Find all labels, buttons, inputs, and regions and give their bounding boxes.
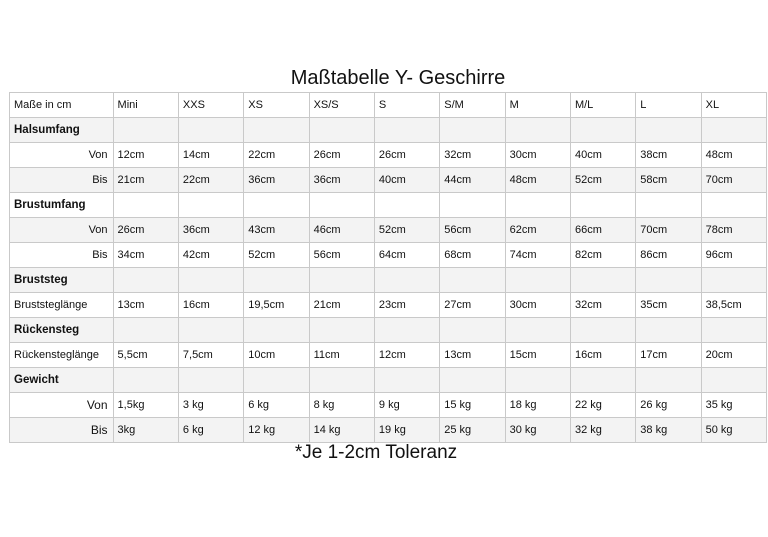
table-cell: 68cm (440, 243, 505, 268)
table-cell (505, 268, 570, 293)
table-cell: 74cm (505, 243, 570, 268)
table-cell: 9 kg (374, 393, 439, 418)
table-cell: 38,5cm (701, 293, 766, 318)
table-cell: 26cm (113, 218, 178, 243)
table-cell (636, 318, 701, 343)
table-cell: 82cm (570, 243, 635, 268)
table-cell (440, 193, 505, 218)
table-cell: 19,5cm (244, 293, 309, 318)
table-cell: 35 kg (701, 393, 766, 418)
section-label: Rückensteg (10, 318, 114, 343)
table-cell: 56cm (440, 218, 505, 243)
table-cell: 22 kg (570, 393, 635, 418)
table-cell: 56cm (309, 243, 374, 268)
table-cell (570, 268, 635, 293)
table-cell: 42cm (178, 243, 243, 268)
table-cell: 34cm (113, 243, 178, 268)
table-cell: 13cm (113, 293, 178, 318)
section-label: Gewicht (10, 368, 114, 393)
table-row (10, 343, 767, 368)
header-cell: XS (244, 93, 309, 118)
header-cell: S (374, 93, 439, 118)
table-cell: 27cm (440, 293, 505, 318)
table-cell: 30cm (505, 143, 570, 168)
section-row (10, 368, 767, 393)
table-cell: 44cm (440, 168, 505, 193)
table-cell (309, 193, 374, 218)
table-cell: 46cm (309, 218, 374, 243)
table-cell (636, 193, 701, 218)
table-cell: 8 kg (309, 393, 374, 418)
table-cell: 12 kg (244, 418, 309, 443)
table-cell (113, 318, 178, 343)
section-row (10, 193, 767, 218)
table-cell (113, 268, 178, 293)
header-cell: XL (701, 93, 766, 118)
table-cell: 7,5cm (178, 343, 243, 368)
table-cell: 22cm (244, 143, 309, 168)
table-row (10, 168, 767, 193)
table-cell: 78cm (701, 218, 766, 243)
table-cell: 36cm (244, 168, 309, 193)
table-cell (374, 268, 439, 293)
table-row (10, 218, 767, 243)
header-cell: L (636, 93, 701, 118)
table-cell: 3kg (113, 418, 178, 443)
table-cell: 13cm (440, 343, 505, 368)
table-cell (570, 318, 635, 343)
table-cell: 20cm (701, 343, 766, 368)
table-cell: 14cm (178, 143, 243, 168)
table-cell: 64cm (374, 243, 439, 268)
row-label: Rückensteglänge (10, 343, 114, 368)
table-cell: 40cm (570, 143, 635, 168)
table-cell (178, 118, 243, 143)
table-cell: 6 kg (244, 393, 309, 418)
table-cell: 38 kg (636, 418, 701, 443)
table-cell (701, 118, 766, 143)
table-header-row (10, 93, 767, 118)
table-cell: 18 kg (505, 393, 570, 418)
table-cell (570, 368, 635, 393)
table-cell: 19 kg (374, 418, 439, 443)
table-cell (309, 368, 374, 393)
table-cell (636, 118, 701, 143)
header-cell: Mini (113, 93, 178, 118)
table-cell (636, 368, 701, 393)
row-label: Bruststeglänge (10, 293, 114, 318)
table-cell (178, 268, 243, 293)
table-cell: 38cm (636, 143, 701, 168)
header-cell: M/L (570, 93, 635, 118)
header-cell: XXS (178, 93, 243, 118)
table-cell: 26cm (309, 143, 374, 168)
table-cell: 5,5cm (113, 343, 178, 368)
table-cell: 36cm (178, 218, 243, 243)
table-cell: 16cm (178, 293, 243, 318)
table-cell: 22cm (178, 168, 243, 193)
table-cell (113, 118, 178, 143)
header-cell: Maße in cm (10, 93, 114, 118)
table-cell (178, 193, 243, 218)
table-cell (244, 368, 309, 393)
table-cell: 21cm (309, 293, 374, 318)
table-cell (178, 318, 243, 343)
table-cell (701, 318, 766, 343)
table-cell (244, 118, 309, 143)
table-cell (505, 118, 570, 143)
table-cell: 43cm (244, 218, 309, 243)
table-cell: 26 kg (636, 393, 701, 418)
header-cell: S/M (440, 93, 505, 118)
table-cell: 52cm (244, 243, 309, 268)
table-cell: 23cm (374, 293, 439, 318)
table-cell: 12cm (113, 143, 178, 168)
table-cell (440, 118, 505, 143)
table-cell: 16cm (570, 343, 635, 368)
header-cell: XS/S (309, 93, 374, 118)
table-cell: 70cm (701, 168, 766, 193)
table-cell: 52cm (570, 168, 635, 193)
table-cell: 70cm (636, 218, 701, 243)
section-label: Brustumfang (10, 193, 114, 218)
table-cell: 62cm (505, 218, 570, 243)
table-cell: 11cm (309, 343, 374, 368)
table-cell (570, 118, 635, 143)
size-table (9, 92, 767, 443)
table-cell (440, 368, 505, 393)
table-cell (440, 268, 505, 293)
table-cell (309, 118, 374, 143)
table-cell (374, 368, 439, 393)
row-label: Bis (10, 243, 114, 268)
table-cell: 25 kg (440, 418, 505, 443)
table-cell: 15 kg (440, 393, 505, 418)
size-table-body (10, 93, 767, 443)
table-cell: 50 kg (701, 418, 766, 443)
table-cell (244, 193, 309, 218)
table-cell (440, 318, 505, 343)
row-label: Von (10, 218, 114, 243)
tolerance-note: *Je 1-2cm Toleranz (294, 442, 458, 463)
table-cell: 32cm (440, 143, 505, 168)
header-cell: M (505, 93, 570, 118)
page-title: Maßtabelle Y- Geschirre (290, 67, 506, 89)
table-cell: 86cm (636, 243, 701, 268)
table-cell: 52cm (374, 218, 439, 243)
table-cell: 35cm (636, 293, 701, 318)
section-label: Halsumfang (10, 118, 114, 143)
table-cell: 48cm (701, 143, 766, 168)
table-row (10, 293, 767, 318)
row-label: Von (10, 143, 114, 168)
table-cell (505, 318, 570, 343)
table-cell (244, 318, 309, 343)
section-row (10, 318, 767, 343)
section-label: Bruststeg (10, 268, 114, 293)
table-cell (113, 368, 178, 393)
table-cell (374, 193, 439, 218)
table-cell (178, 368, 243, 393)
table-cell: 17cm (636, 343, 701, 368)
table-cell: 26cm (374, 143, 439, 168)
section-row (10, 118, 767, 143)
table-cell: 6 kg (178, 418, 243, 443)
section-row (10, 268, 767, 293)
table-cell (309, 268, 374, 293)
table-cell: 36cm (309, 168, 374, 193)
row-label: Von (10, 393, 114, 418)
table-cell (309, 318, 374, 343)
table-cell: 15cm (505, 343, 570, 368)
table-cell: 30cm (505, 293, 570, 318)
table-cell (505, 368, 570, 393)
table-cell: 14 kg (309, 418, 374, 443)
table-cell: 21cm (113, 168, 178, 193)
table-cell: 58cm (636, 168, 701, 193)
table-cell: 10cm (244, 343, 309, 368)
table-cell (505, 193, 570, 218)
table-cell: 48cm (505, 168, 570, 193)
table-cell: 32 kg (570, 418, 635, 443)
table-cell: 12cm (374, 343, 439, 368)
table-cell: 32cm (570, 293, 635, 318)
table-cell: 1,5kg (113, 393, 178, 418)
table-cell (701, 368, 766, 393)
table-row (10, 243, 767, 268)
table-cell (113, 193, 178, 218)
table-cell (636, 268, 701, 293)
table-cell (244, 268, 309, 293)
table-cell: 30 kg (505, 418, 570, 443)
table-cell (701, 193, 766, 218)
table-cell: 96cm (701, 243, 766, 268)
table-row (10, 393, 767, 418)
table-cell (570, 193, 635, 218)
table-cell: 66cm (570, 218, 635, 243)
table-row (10, 418, 767, 443)
row-label: Bis (10, 418, 114, 443)
table-cell (374, 118, 439, 143)
row-label: Bis (10, 168, 114, 193)
table-cell (701, 268, 766, 293)
table-cell: 3 kg (178, 393, 243, 418)
table-cell (374, 318, 439, 343)
table-cell: 40cm (374, 168, 439, 193)
table-row (10, 143, 767, 168)
